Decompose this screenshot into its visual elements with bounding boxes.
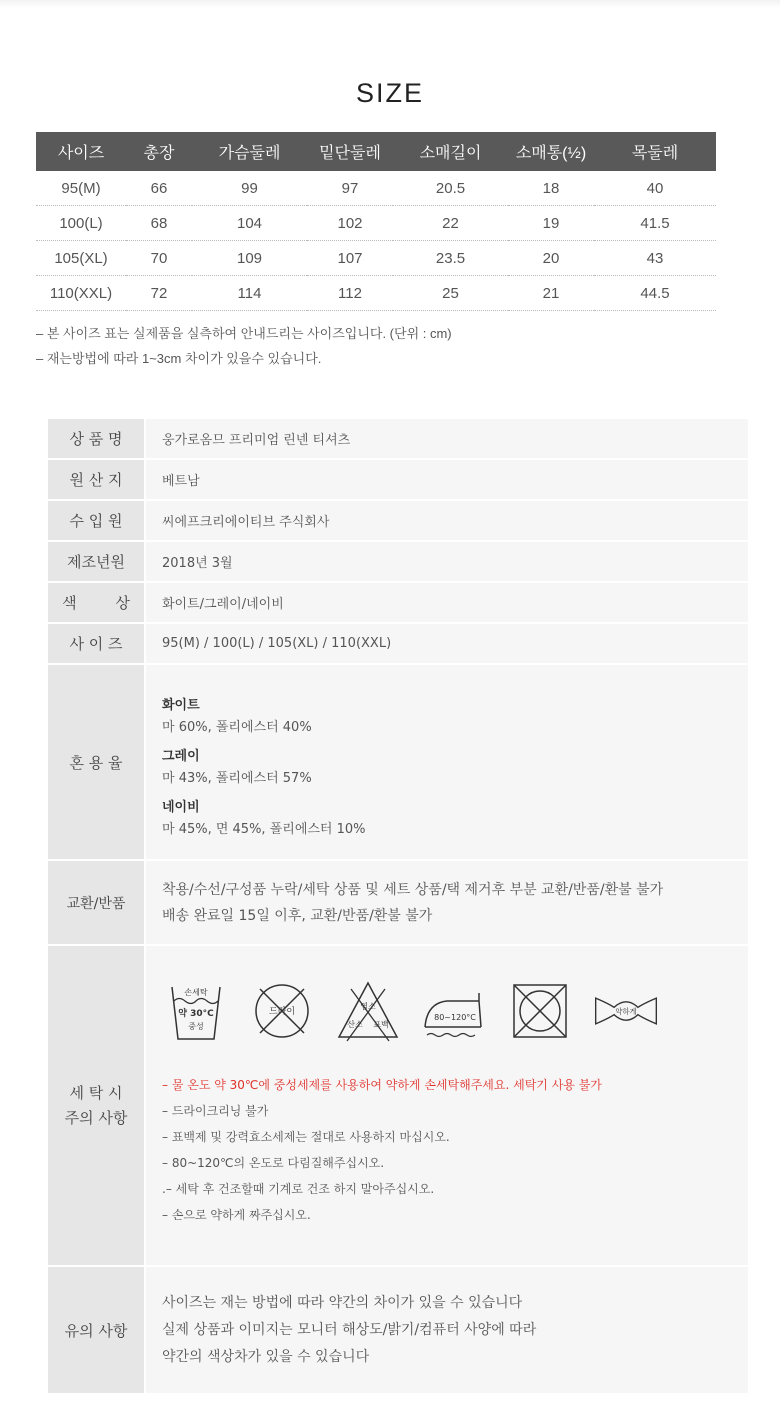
info-row-washing — [48, 946, 748, 1267]
info-row-exchange — [48, 861, 748, 946]
info-label: 상 품 명 — [48, 419, 144, 458]
no-dryclean-icon — [248, 977, 316, 1045]
table-cell: 110(XXL) — [36, 276, 126, 311]
table-cell: 44.5 — [594, 276, 716, 311]
caution-line: 사이즈는 재는 방법에 따라 약간의 차이가 있을 수 있습니다 — [162, 1294, 523, 1311]
info-value: 웅가로옴므 프리미엄 린넨 티셔츠 — [146, 419, 748, 458]
care-icons — [162, 976, 748, 1046]
info-label — [48, 946, 144, 1265]
header-cell: 가슴둘레 — [192, 132, 307, 171]
washing-line: – 80~120℃의 온도로 다림질해주십시오. — [162, 1156, 385, 1170]
table-cell: 107 — [307, 241, 393, 276]
table-cell: 21 — [508, 276, 594, 311]
table-cell: 18 — [508, 171, 594, 206]
washing-label-line: 세 탁 시 — [69, 1083, 123, 1102]
handwash-temp-text: 약 30°C — [178, 1009, 214, 1019]
handwash-top-text: 손세탁 — [184, 988, 208, 997]
info-label: 수 입 원 — [48, 501, 144, 540]
washing-line: .– 세탁 후 건조할때 기계로 건조 하지 말아주십시오. — [162, 1182, 435, 1196]
blend-color-name: 네이비 — [162, 799, 200, 815]
table-cell: 95(M) — [36, 171, 126, 206]
blend-composition: 마 60%, 폴리에스터 40% — [162, 719, 312, 735]
washing-line: – 표백제 및 강력효소세제는 절대로 사용하지 마십시오. — [162, 1130, 450, 1144]
table-row — [36, 241, 716, 276]
info-row-manufactured — [48, 542, 748, 583]
table-cell: 72 — [126, 276, 192, 311]
info-label: 사 이 즈 — [48, 624, 144, 663]
info-label: 제조년원 — [48, 542, 144, 581]
table-cell: 25 — [393, 276, 508, 311]
info-label: 유의 사항 — [48, 1267, 144, 1393]
blend-composition: 마 45%, 면 45%, 폴리에스터 10% — [162, 821, 366, 837]
info-value: 95(M) / 100(L) / 105(XL) / 110(XXL) — [146, 624, 748, 663]
size-table-header — [36, 132, 716, 171]
iron-icon — [420, 977, 488, 1045]
top-divider — [0, 0, 780, 8]
table-cell: 104 — [192, 206, 307, 241]
info-value — [146, 665, 748, 859]
header-cell: 총장 — [126, 132, 192, 171]
wring-text: 약하게 — [615, 1006, 637, 1016]
info-value: 베트남 — [146, 460, 748, 499]
info-row-color — [48, 583, 748, 624]
size-table — [36, 132, 716, 311]
blend-color-name: 화이트 — [162, 697, 200, 713]
table-cell: 114 — [192, 276, 307, 311]
dry-text: 드라이 — [268, 1007, 296, 1017]
exchange-line: 착용/수선/구성품 누락/세탁 상품 및 세트 상품/택 제거후 부분 교환/반품/환불 불가 — [162, 881, 664, 898]
table-cell: 99 — [192, 171, 307, 206]
header-cell: 목둘레 — [594, 132, 716, 171]
caution-line: 약간의 색상차가 있을 수 있습니다 — [162, 1348, 370, 1365]
table-cell: 20.5 — [393, 171, 508, 206]
table-row — [36, 206, 716, 241]
washing-line: – 드라이크리닝 불가 — [162, 1104, 269, 1118]
info-value — [146, 946, 748, 1265]
caution-line: 실제 상품과 이미지는 모니터 해상도/밝기/컴퓨터 사양에 따라 — [162, 1321, 537, 1338]
table-cell: 100(L) — [36, 206, 126, 241]
info-value: 화이트/그레이/네이비 — [146, 583, 748, 622]
info-row-product-name — [48, 419, 748, 460]
size-note: – 본 사이즈 표는 실제품을 실측하여 안내드리는 사이즈입니다. (단위 : cm) — [36, 326, 452, 341]
washing-line: – 손으로 약하게 짜주십시오. — [162, 1208, 311, 1222]
table-cell: 70 — [126, 241, 192, 276]
wring-gently-icon — [592, 977, 660, 1045]
blend-composition: 마 43%, 폴리에스터 57% — [162, 770, 312, 786]
bleach-left-text: 산소 — [347, 1020, 363, 1029]
info-row-size — [48, 624, 748, 665]
info-value — [146, 1267, 748, 1393]
no-bleach-icon — [334, 977, 402, 1045]
no-tumble-dry-icon — [506, 977, 574, 1045]
table-cell: 66 — [126, 171, 192, 206]
info-label: 교환/반품 — [48, 861, 144, 944]
table-cell: 23.5 — [393, 241, 508, 276]
table-cell: 109 — [192, 241, 307, 276]
handwash-icon — [162, 977, 230, 1045]
info-value — [146, 861, 748, 944]
table-cell: 68 — [126, 206, 192, 241]
info-value: 2018년 3월 — [146, 542, 748, 581]
info-label: 혼 용 율 — [48, 665, 144, 859]
table-cell: 41.5 — [594, 206, 716, 241]
bleach-top-text: 염소 — [360, 1002, 376, 1011]
info-label: 색 상 — [48, 583, 144, 622]
table-cell: 43 — [594, 241, 716, 276]
table-cell: 102 — [307, 206, 393, 241]
table-cell: 105(XL) — [36, 241, 126, 276]
table-row — [36, 171, 716, 206]
info-row-importer — [48, 501, 748, 542]
header-cell: 밑단둘레 — [307, 132, 393, 171]
table-cell: 19 — [508, 206, 594, 241]
washing-label-line: 주의 사항 — [64, 1108, 128, 1127]
size-note: – 재는방법에 따라 1~3cm 차이가 있을수 있습니다. — [36, 351, 322, 366]
table-cell: 40 — [594, 171, 716, 206]
size-title: SIZE — [355, 78, 424, 108]
blend-color-name: 그레이 — [162, 748, 200, 764]
bleach-right-text: 표백 — [373, 1020, 389, 1029]
table-cell: 22 — [393, 206, 508, 241]
info-row-blend — [48, 665, 748, 861]
exchange-line: 배송 완료일 15일 이후, 교환/반품/환불 불가 — [162, 907, 433, 924]
table-row — [36, 276, 716, 311]
header-cell: 소매통(½) — [508, 132, 594, 171]
header-cell: 소매길이 — [393, 132, 508, 171]
info-row-origin — [48, 460, 748, 501]
header-cell: 사이즈 — [36, 132, 126, 171]
iron-temp-text: 80~120°C — [434, 1013, 476, 1022]
washing-instructions — [162, 1072, 748, 1228]
info-row-caution — [48, 1267, 748, 1395]
table-cell: 112 — [307, 276, 393, 311]
size-notes — [36, 321, 452, 371]
info-value: 씨에프크리에이티브 주식회사 — [146, 501, 748, 540]
product-info-table — [48, 419, 748, 1395]
handwash-bottom-text: 중성 — [188, 1022, 204, 1031]
table-cell: 97 — [307, 171, 393, 206]
washing-warning: – 물 온도 약 30℃에 중성세제를 사용하여 약하게 손세탁해주세요. 세탁기 사용 불가 — [162, 1078, 602, 1092]
info-label: 원 산 지 — [48, 460, 144, 499]
table-cell: 20 — [508, 241, 594, 276]
